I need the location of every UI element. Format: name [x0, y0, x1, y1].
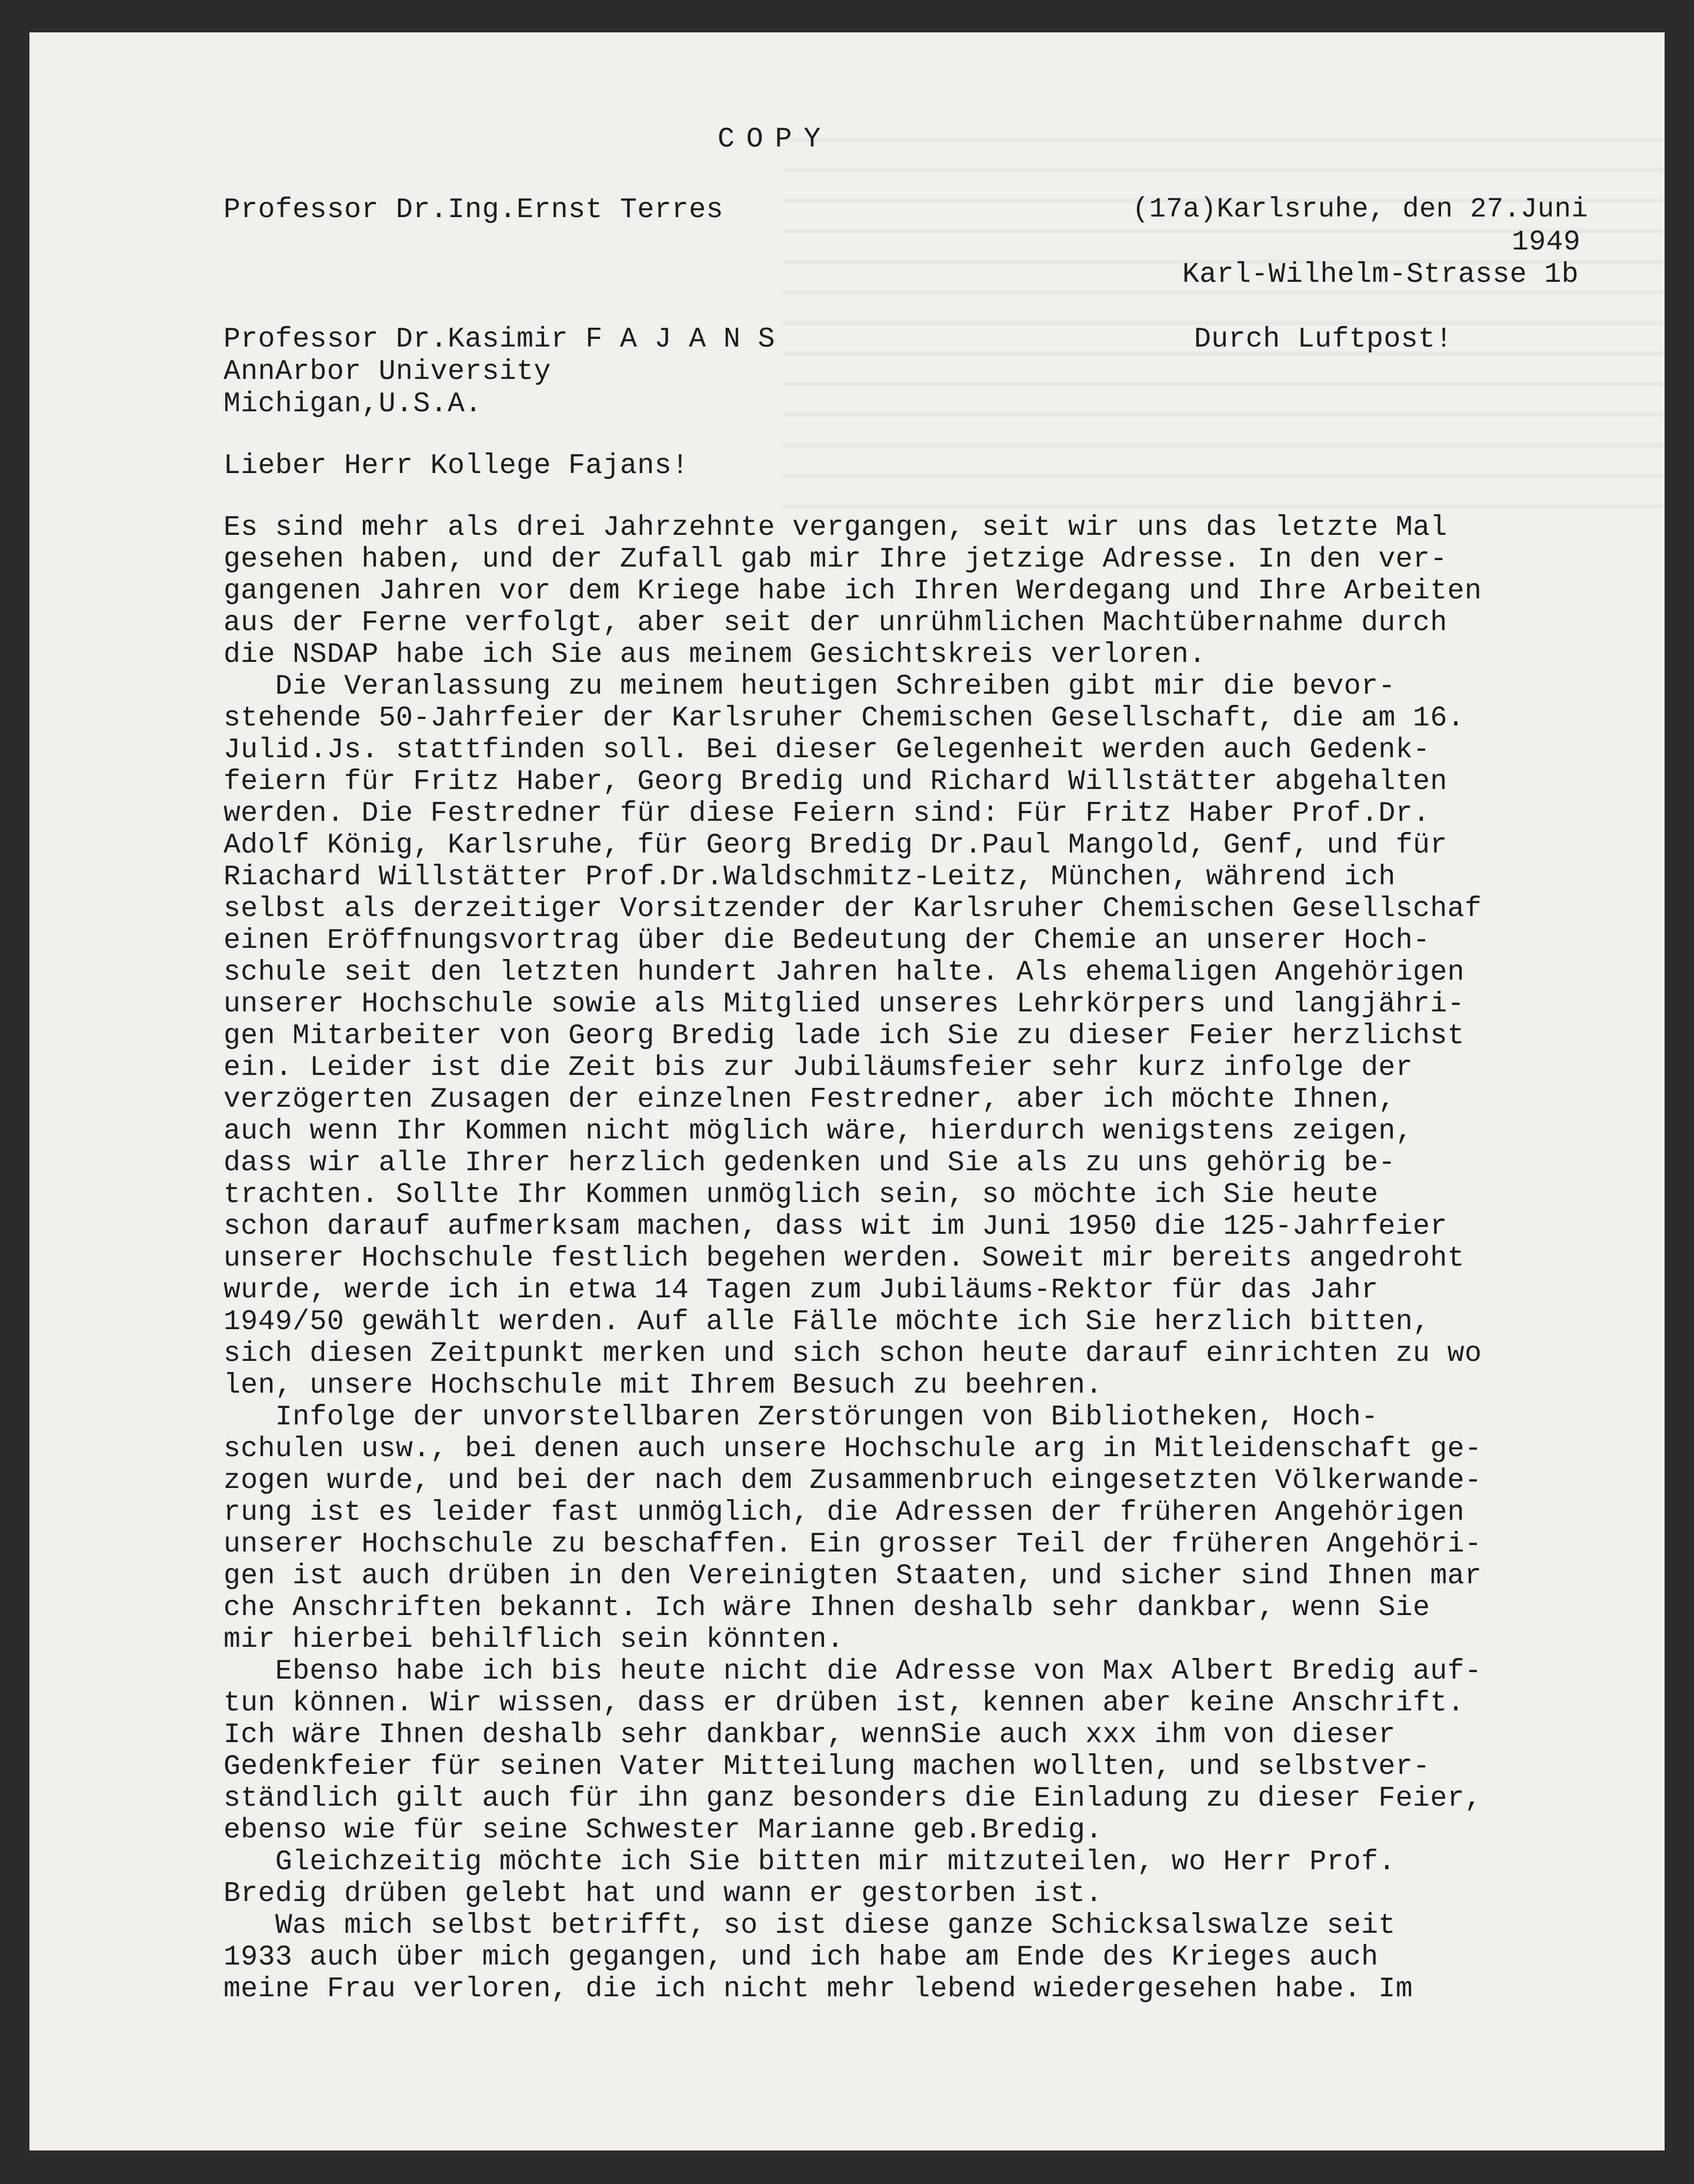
recipient-name: Professor Dr.Kasimir F A J A N S: [224, 324, 775, 355]
body-line: schulen usw., bei denen auch unsere Hochschule arg in Mitleidenschaft ge-: [224, 1433, 1482, 1465]
year: 1949: [1512, 227, 1581, 258]
body-line: selbst als derzeitiger Vorsitzender der Karlsruher Chemischen Gesellschaf: [224, 893, 1482, 925]
body-line: unserer Hochschule zu beschaffen. Ein grosser Teil der früheren Angehöri-: [224, 1529, 1482, 1560]
body-line: Infolge der unvorstellbaren Zerstörungen von Bibliotheken, Hoch-: [224, 1401, 1379, 1433]
body-line: dass wir alle Ihrer herzlich gedenken und Sie als zu uns gehörig be-: [224, 1147, 1396, 1179]
body-line: che Anschriften bekannt. Ich wäre Ihnen deshalb sehr dankbar, wenn Sie: [224, 1592, 1430, 1624]
body-line: Julid.Js. stattfinden soll. Bei dieser Gelegenheit werden auch Gedenk-: [224, 734, 1430, 766]
body-line: ebenso wie für seine Schwester Marianne geb.Bredig.: [224, 1815, 1103, 1846]
body-line: 1933 auch über mich gegangen, und ich habe am Ende des Krieges auch: [224, 1942, 1379, 1973]
body-line: rung ist es leider fast unmöglich, die Adressen der früheren Angehörigen: [224, 1497, 1465, 1529]
body-line: wurde, werde ich in etwa 14 Tagen zum Jubiläums-Rektor für das Jahr: [224, 1274, 1379, 1306]
body-line: Ebenso habe ich bis heute nicht die Adresse von Max Albert Bredig auf-: [224, 1656, 1482, 1687]
body-line: ständlich gilt auch für ihn ganz besonders die Einladung zu dieser Feier,: [224, 1783, 1482, 1815]
body-line: auch wenn Ihr Kommen nicht möglich wäre, hierdurch wenigstens zeigen,: [224, 1116, 1413, 1147]
body-line: einen Eröffnungsvortrag über die Bedeutung der Chemie an unserer Hoch-: [224, 925, 1430, 957]
place-date: (17a)Karlsruhe, den 27.Juni: [1132, 194, 1589, 225]
airmail-note: Durch Luftpost!: [1194, 324, 1453, 355]
body-line: aus der Ferne verfolgt, aber seit der unrühmlichen Machtübernahme durch: [224, 607, 1448, 639]
copy-stamp: COPY: [718, 124, 833, 155]
street-address: Karl-Wilhelm-Strasse 1b: [1182, 259, 1579, 291]
body-line: trachten. Sollte Ihr Kommen unmöglich sein, so möchte ich Sie heute: [224, 1179, 1379, 1211]
body-line: Gleichzeitig möchte ich Sie bitten mir mitzuteilen, wo Herr Prof.: [224, 1846, 1396, 1878]
body-line: stehende 50-Jahrfeier der Karlsruher Chemischen Gesellschaft, die am 16.: [224, 703, 1465, 734]
body-line: gangenen Jahren vor dem Kriege habe ich Ihren Werdegang und Ihre Arbeiten: [224, 575, 1482, 607]
salutation: Lieber Herr Kollege Fajans!: [224, 450, 689, 482]
recipient-location: Michigan,U.S.A.: [224, 388, 482, 420]
body-line: len, unsere Hochschule mit Ihrem Besuch zu beehren.: [224, 1370, 1103, 1401]
body-line: gen ist auch drüben in den Vereinigten Staaten, und sicher sind Ihnen mar: [224, 1560, 1482, 1592]
body-line: ein. Leider ist die Zeit bis zur Jubiläumsfeier sehr kurz infolge der: [224, 1052, 1413, 1084]
body-line: schon darauf aufmerksam machen, dass wit im Juni 1950 die 125-Jahrfeier: [224, 1211, 1448, 1243]
body-line: Die Veranlassung zu meinem heutigen Schreiben gibt mir die bevor-: [224, 671, 1396, 703]
sender-name: Professor Dr.Ing.Ernst Terres: [224, 194, 723, 226]
body-line: Bredig drüben gelebt hat und wann er gestorben ist.: [224, 1878, 1103, 1910]
letter-page: [29, 32, 1665, 2150]
body-line: unserer Hochschule sowie als Mitglied unseres Lehrkörpers und langjähri-: [224, 988, 1465, 1020]
body-line: werden. Die Festredner für diese Feiern sind: Für Fritz Haber Prof.Dr.: [224, 798, 1430, 830]
body-line: tun können. Wir wissen, dass er drüben ist, kennen aber keine Anschrift.: [224, 1687, 1465, 1719]
body-line: Ich wäre Ihnen deshalb sehr dankbar, wennSie auch xxx ihm von dieser: [224, 1719, 1396, 1751]
body-line: Riachard Willstätter Prof.Dr.Waldschmitz-Leitz, München, während ich: [224, 861, 1396, 893]
body-line: gesehen haben, und der Zufall gab mir Ihre jetzige Adresse. In den ver-: [224, 544, 1448, 575]
body-line: schule seit den letzten hundert Jahren halte. Als ehemaligen Angehörigen: [224, 957, 1465, 988]
body-line: 1949/50 gewählt werden. Auf alle Fälle möchte ich Sie herzlich bitten,: [224, 1306, 1430, 1338]
body-line: sich diesen Zeitpunkt merken und sich schon heute darauf einrichten zu wo: [224, 1338, 1482, 1370]
body-line: meine Frau verloren, die ich nicht mehr lebend wiedergesehen habe. Im: [224, 1973, 1413, 2005]
body-line: gen Mitarbeiter von Georg Bredig lade ich Sie zu dieser Feier herzlichst: [224, 1020, 1465, 1052]
recipient-university: AnnArbor University: [224, 356, 551, 388]
body-line: Es sind mehr als drei Jahrzehnte vergangen, seit wir uns das letzte Mal: [224, 512, 1448, 544]
body-line: feiern für Fritz Haber, Georg Bredig und Richard Willstätter abgehalten: [224, 766, 1448, 798]
body-line: mir hierbei behilflich sein könnten.: [224, 1624, 844, 1656]
body-line: verzögerten Zusagen der einzelnen Festredner, aber ich möchte Ihnen,: [224, 1084, 1396, 1116]
body-line: unserer Hochschule festlich begehen werden. Soweit mir bereits angedroht: [224, 1243, 1465, 1274]
body-line: Gedenkfeier für seinen Vater Mitteilung machen wollten, und selbstver-: [224, 1751, 1430, 1783]
body-line: zogen wurde, und bei der nach dem Zusammenbruch eingesetzten Völkerwande-: [224, 1465, 1482, 1497]
body-line: die NSDAP habe ich Sie aus meinem Gesichtskreis verloren.: [224, 639, 1206, 671]
body-line: Adolf König, Karlsruhe, für Georg Bredig Dr.Paul Mangold, Genf, und für: [224, 830, 1448, 861]
body-line: Was mich selbst betrifft, so ist diese ganze Schicksalswalze seit: [224, 1910, 1396, 1942]
